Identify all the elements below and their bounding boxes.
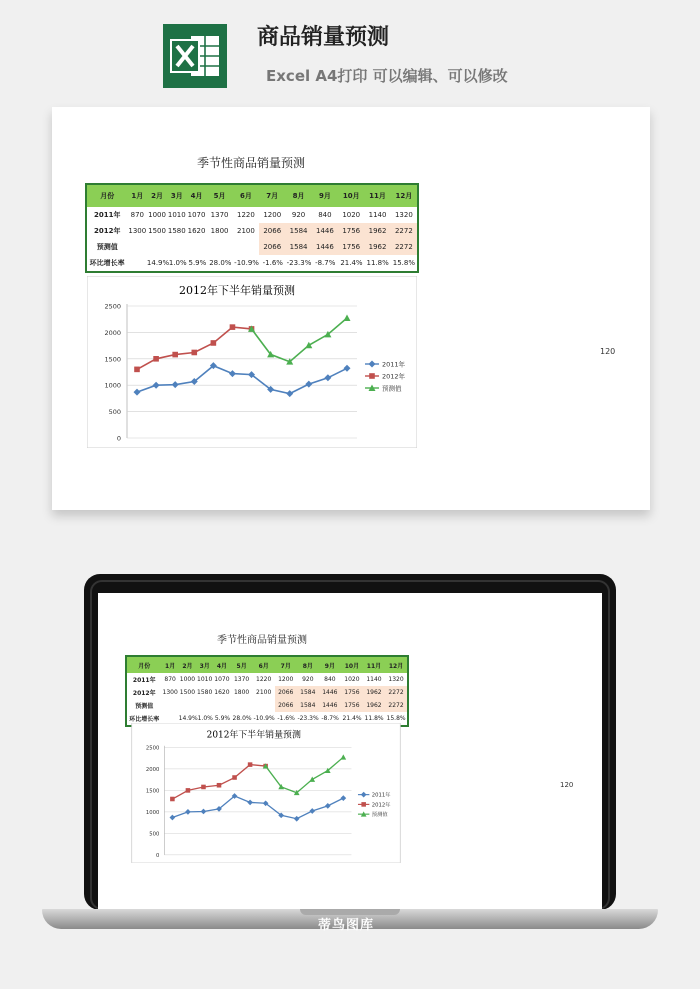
table-header-cell: 5月 (213, 192, 226, 200)
table-cell: 1962 (364, 239, 390, 255)
table-cell: -8.7% (315, 259, 336, 267)
table-header-cell: 12月 (395, 192, 413, 200)
row-label: 预测值 (96, 243, 118, 251)
table-row (87, 207, 417, 223)
mini-sheet-title: 季节性商品销量预测 (217, 635, 307, 646)
y-tick-label: 2000 (145, 766, 160, 773)
legend-label: 预测值 (371, 812, 388, 819)
table-row (127, 699, 407, 712)
table-row (127, 686, 407, 699)
table-header-cell: 8月 (302, 662, 313, 670)
data-point (230, 324, 236, 330)
table-header-cell: 7月 (266, 192, 279, 200)
table-cell: 870 (164, 676, 176, 683)
legend-label: 2011年 (371, 792, 391, 799)
table-cell: 2272 (391, 223, 417, 239)
table-cell: 1140 (368, 211, 387, 219)
row-label: 环比增长率 (129, 716, 160, 723)
table-cell: 1220 (256, 676, 272, 683)
data-point (361, 802, 366, 807)
table-row (127, 673, 407, 686)
table-cell: -23.3% (286, 259, 312, 267)
table-header-cell: 5月 (236, 662, 247, 670)
table-cell: -10.9% (253, 715, 275, 722)
data-point (153, 356, 159, 362)
table-cell: 2066 (259, 223, 285, 239)
table-cell: 1962 (363, 686, 385, 699)
table-cell: 5.9% (188, 259, 207, 267)
table-cell: 1200 (278, 676, 294, 683)
data-point (186, 788, 191, 793)
table-cell: 1140 (366, 676, 382, 683)
table-cell: 15.8% (386, 715, 406, 722)
table-cell: 1370 (233, 676, 250, 683)
row-label: 2011年 (132, 677, 156, 684)
y-tick-label: 1500 (104, 355, 121, 364)
table-header-cell: 10月 (342, 192, 360, 200)
table-cell: 1020 (342, 211, 361, 219)
table-cell: 2100 (237, 227, 255, 235)
chart-title: 2012年下半年销量预测 (206, 730, 301, 741)
table-cell: 2272 (385, 699, 407, 712)
legend-label: 2011年 (382, 360, 406, 369)
table-header-row (127, 657, 407, 673)
table-cell: 870 (130, 211, 144, 219)
table-cell: 11.8% (366, 259, 389, 267)
table-cell: 1320 (388, 676, 404, 683)
table-header-cell: 10月 (344, 662, 360, 670)
data-point (232, 775, 237, 780)
table-cell: 920 (302, 676, 314, 683)
data-point (134, 367, 140, 373)
data-point (217, 783, 222, 788)
row-label: 2012年 (132, 690, 156, 697)
table-header-cell: 月份 (100, 192, 115, 200)
table-cell: 1446 (319, 686, 341, 699)
table-cell: 1446 (312, 223, 338, 239)
table-cell: 1620 (214, 689, 230, 696)
table-cell: 1300 (128, 227, 147, 235)
table-header-cell: 3月 (199, 662, 210, 670)
table-cell: 1584 (285, 239, 311, 255)
table-cell: 11.8% (364, 715, 384, 722)
table-cell: -1.6% (277, 715, 295, 722)
table-cell: 2066 (275, 699, 297, 712)
table-cell: 1.0% (197, 715, 213, 722)
table-cell: 1010 (197, 676, 213, 683)
table-cell: -23.3% (297, 715, 319, 722)
table-header-cell: 4月 (216, 662, 228, 670)
y-tick-label: 1000 (145, 809, 160, 816)
table-cell: 15.8% (392, 259, 415, 267)
table-header-cell: 月份 (138, 662, 151, 670)
y-tick-label: 1500 (145, 788, 160, 795)
y-tick-label: 0 (155, 852, 160, 859)
table-row (87, 255, 417, 271)
table-row (87, 223, 417, 239)
table-cell: 1620 (187, 227, 206, 235)
table-cell: 1070 (187, 211, 206, 219)
table-cell: 1500 (179, 689, 196, 696)
table-cell: 1200 (263, 211, 282, 219)
table-cell: 2066 (259, 239, 285, 255)
mini-sales-table (125, 655, 409, 727)
table-cell: 1800 (233, 689, 250, 696)
row-label: 2012年 (93, 227, 121, 235)
data-point (211, 340, 217, 346)
table-cell: 920 (291, 211, 306, 219)
table-cell: 1300 (162, 689, 178, 696)
table-header-cell: 2月 (151, 192, 163, 200)
table-cell: 1584 (285, 223, 311, 239)
table-cell: 21.4% (342, 715, 362, 722)
sheet-preview (52, 107, 650, 510)
table-header-cell: 6月 (258, 662, 269, 670)
table-cell: 840 (318, 211, 332, 219)
table-cell: 1756 (338, 223, 364, 239)
y-tick-label: 2500 (145, 745, 160, 752)
table-cell: 21.4% (340, 259, 363, 267)
watermark: 蒂鸟图库 (318, 918, 375, 933)
table-cell: 1800 (210, 227, 229, 235)
table-cell: 1000 (148, 211, 166, 219)
table-cell: 1500 (148, 227, 166, 235)
row-label: 环比增长率 (89, 259, 125, 267)
row-label: 2011年 (93, 211, 121, 219)
table-header-cell: 11月 (369, 192, 386, 200)
data-point (248, 762, 253, 767)
table-cell: 14.9% (178, 715, 198, 722)
y-tick-label: 0 (116, 434, 121, 443)
y-tick-label: 2500 (104, 302, 121, 311)
sales-table (85, 183, 419, 273)
table-cell: 1962 (363, 699, 385, 712)
table-header-cell: 9月 (318, 192, 331, 200)
table-cell: 1000 (179, 676, 196, 683)
table-cell: 1070 (214, 676, 230, 683)
table-cell: 1756 (338, 239, 364, 255)
row-label: 预测值 (135, 703, 154, 710)
table-cell: 1962 (364, 223, 390, 239)
mini-line-chart (126, 723, 406, 863)
data-point (369, 373, 375, 379)
line-chart (87, 276, 417, 448)
data-point (172, 352, 178, 358)
table-header-cell: 3月 (170, 192, 183, 200)
table-header-cell: 1月 (165, 662, 176, 670)
chart-title: 2012年下半年销量预测 (179, 284, 295, 297)
sheet-title: 季节性商品销量预测 (197, 156, 306, 170)
y-tick-label: 500 (108, 408, 121, 417)
table-cell: 1446 (312, 239, 338, 255)
table-cell: 1220 (237, 211, 255, 219)
data-point (170, 797, 175, 802)
table-cell: 1370 (210, 211, 229, 219)
table-header-cell: 1月 (131, 192, 144, 200)
table-cell: -8.7% (321, 715, 339, 722)
table-header-cell: 6月 (239, 192, 252, 200)
table-cell: 1320 (394, 211, 413, 219)
table-header-cell: 2月 (182, 662, 193, 670)
table-header-cell: 8月 (292, 192, 305, 200)
table-cell: 1020 (344, 676, 360, 683)
table-cell: 1580 (197, 689, 213, 696)
table-row (87, 239, 417, 255)
table-cell: 5.9% (214, 715, 231, 722)
table-cell: -10.9% (234, 259, 259, 267)
legend-label: 预测值 (382, 384, 402, 393)
table-header-cell: 4月 (190, 192, 203, 200)
table-cell: 1584 (297, 686, 319, 699)
table-cell: 14.9% (146, 259, 170, 267)
table-cell: 1584 (297, 699, 319, 712)
y-tick-label: 2000 (104, 328, 121, 337)
table-header-cell: 12月 (388, 662, 404, 670)
table-cell: 28.0% (232, 715, 252, 722)
table-header-cell: 7月 (280, 662, 291, 670)
table-cell: 2272 (385, 686, 407, 699)
mini-side-number: 120 (560, 781, 574, 789)
legend-label: 2012年 (371, 802, 391, 809)
page-title: 商品销量预测 (257, 25, 390, 50)
table-header-cell: 9月 (324, 662, 335, 670)
y-tick-label: 500 (149, 831, 160, 838)
side-number: 120 (600, 347, 616, 356)
table-cell: 1580 (167, 227, 186, 235)
table-cell: -1.6% (262, 259, 283, 267)
table-cell: 1756 (341, 699, 363, 712)
table-cell: 1756 (341, 686, 363, 699)
table-cell: 2066 (275, 686, 297, 699)
table-cell: 28.0% (209, 259, 232, 267)
excel-icon (163, 24, 227, 88)
data-point (191, 350, 197, 356)
data-point (201, 785, 206, 790)
table-cell: 2100 (256, 689, 272, 696)
y-tick-label: 1000 (104, 381, 121, 390)
page-subtitle: Excel A4打印 可以编辑、可以修改 (266, 67, 508, 85)
table-cell: 1.0% (168, 259, 187, 267)
table-cell: 1446 (319, 699, 341, 712)
table-header-cell: 11月 (366, 662, 382, 670)
table-cell: 2272 (391, 239, 417, 255)
table-cell: 1010 (167, 211, 186, 219)
table-header-row (87, 185, 417, 207)
legend-label: 2012年 (382, 372, 406, 381)
table-cell: 840 (324, 676, 336, 683)
